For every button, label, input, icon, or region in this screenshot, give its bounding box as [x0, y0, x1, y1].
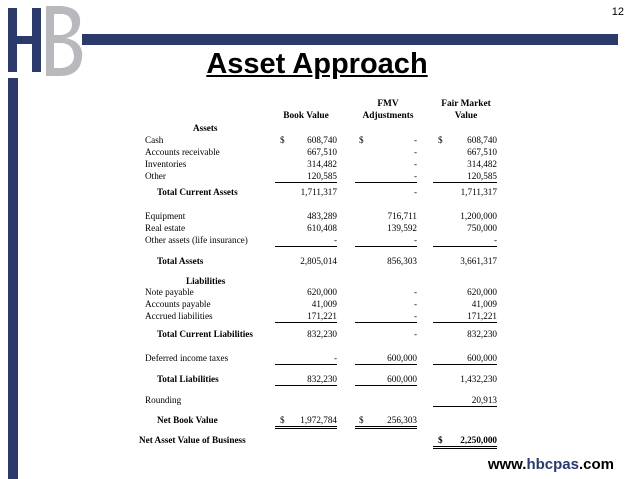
- table-row: Other assets (life insurance) - - -: [145, 235, 497, 245]
- table-row: Deferred income taxes - 600,000 600,000: [145, 353, 497, 363]
- top-accent-bar: [82, 34, 618, 45]
- assets-header-row: Assets: [193, 123, 218, 133]
- total-assets-row: Total Assets 2,805,014 856,303 3,661,317: [157, 256, 497, 266]
- website-link[interactable]: www.hbcpas.com: [487, 456, 614, 473]
- total-current-liabilities-row: Total Current Liabilities 832,230 - 832,230: [157, 329, 497, 339]
- table-row: Accounts receivable 667,510 - 667,510: [145, 147, 497, 157]
- table-row: Note payable 620,000 - 620,000: [145, 287, 497, 297]
- liabilities-header-row: Liabilities: [186, 276, 226, 286]
- rounding-row: Rounding 20,913: [145, 395, 497, 405]
- col-header-book-value: Book Value: [283, 111, 329, 121]
- net-book-value-row: Net Book Value $ 1,972,784 $ 256,303: [0, 414, 638, 426]
- page-title: Asset Approach: [206, 48, 428, 80]
- table-row: Equipment 483,289 716,711 1,200,000: [145, 211, 497, 221]
- net-asset-value-row: Net Asset Value of Business $ 2,250,000: [0, 434, 638, 446]
- page-number: 12: [611, 6, 624, 18]
- total-current-assets-row: Total Current Assets 1,711,317 - 1,711,317: [157, 187, 497, 197]
- total-liabilities-row: Total Liabilities 832,230 600,000 1,432,230: [157, 374, 497, 384]
- col-header-fmv: FMV Adjustments: [362, 99, 414, 121]
- table-row: Accrued liabilities 171,221 - 171,221: [145, 311, 497, 321]
- table-row: Inventories 314,482 - 314,482: [145, 159, 497, 169]
- table-row: Accounts payable 41,009 - 41,009: [145, 299, 497, 309]
- table-row: Real estate 610,408 139,592 750,000: [145, 223, 497, 233]
- table-row: Other 120,585 - 120,585: [145, 171, 497, 181]
- table-row: Cash $ 608,740 $ - $ 608,740: [145, 135, 497, 145]
- col-header-fair-market-value: Fair Market Value: [441, 99, 491, 121]
